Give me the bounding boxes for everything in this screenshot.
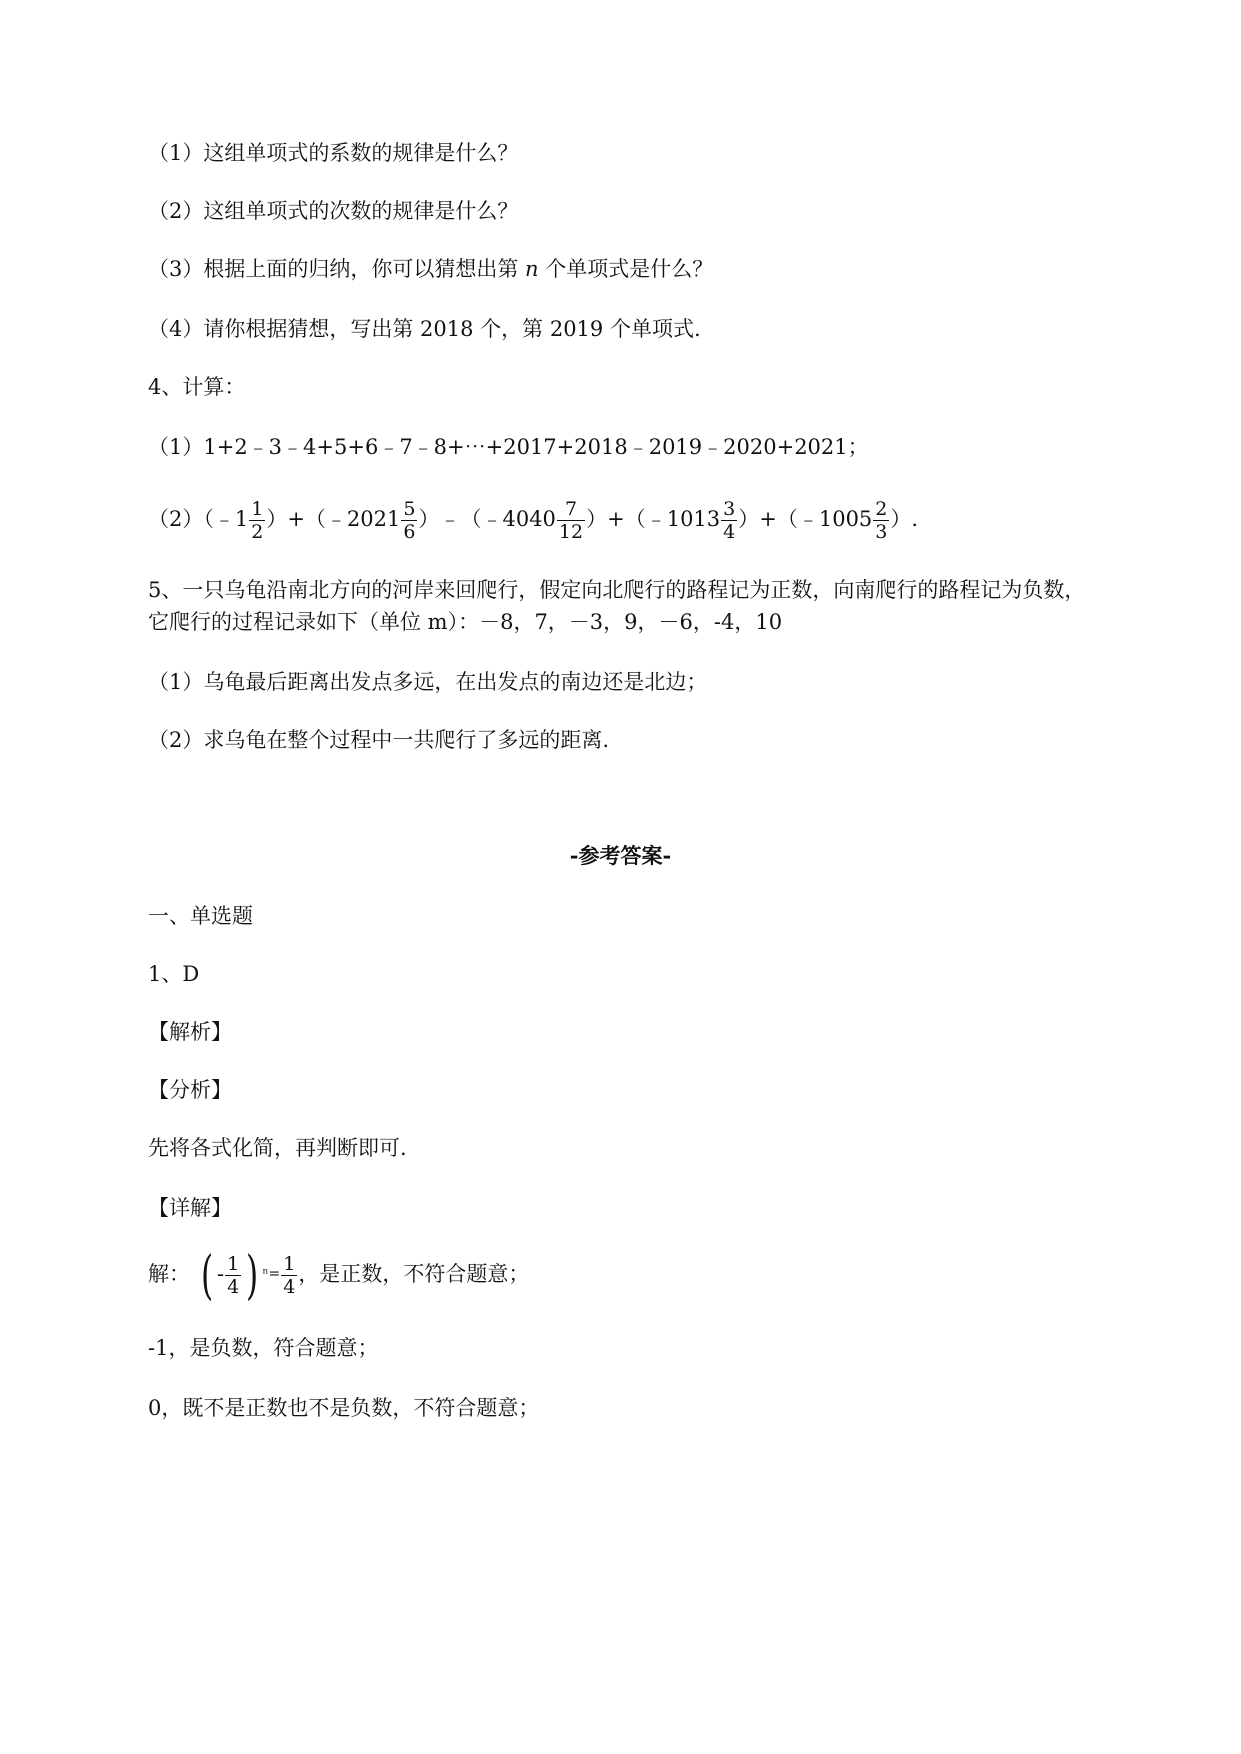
fenxi-label: 【分析】 <box>148 1078 232 1102</box>
frac-den: 4 <box>227 1276 240 1298</box>
q3-sub4: （4）请你根据猜想，写出第 2018 个，第 2019 个单项式. <box>148 317 701 341</box>
fraction <box>249 498 265 543</box>
frac-num: 2 <box>875 498 888 520</box>
q3-sub2: （2）这组单项式的次数的规律是什么？ <box>148 199 519 223</box>
xiangjie-label: 【详解】 <box>148 1196 232 1220</box>
q3-sub3-pre: （3）根据上面的归纳，你可以猜想出第 <box>148 257 526 281</box>
fraction <box>557 498 585 543</box>
q3-sub3-post: 个单项式是什么？ <box>538 257 714 281</box>
q5-line2: 它爬行的过程记录如下（单位 m）：－8，7，－3，9，－6，-4，10 <box>148 610 783 634</box>
q5-sub2: （2）求乌龟在整个过程中一共爬行了多远的距离. <box>148 728 610 752</box>
q4-sub2-t1: （2）（﹣1 <box>148 507 249 531</box>
answer-item-1: 1、D <box>148 962 200 986</box>
right-paren: ) <box>246 1245 259 1306</box>
frac-num: 1 <box>227 1253 240 1275</box>
fenxi-text: 先将各式化简，再判断即可. <box>148 1136 407 1160</box>
q3-sub3-var: n <box>525 257 539 281</box>
frac-den: 6 <box>403 521 416 543</box>
frac-den: 2 <box>251 521 264 543</box>
section-heading: 一、单选题 <box>148 904 253 928</box>
minus-sign: - <box>216 1262 225 1286</box>
q5-line1: 5、一只乌龟沿南北方向的河岸来回爬行，假定向北爬行的路程记为正数，向南爬行的路程记为负数， <box>148 578 1086 602</box>
frac-den: 12 <box>558 521 584 543</box>
frac-den: 3 <box>875 521 888 543</box>
q4-sub2-t5: ）+（﹣1005 <box>738 507 873 531</box>
fraction <box>721 498 737 543</box>
left-paren: ( <box>200 1245 213 1306</box>
q4-sub2-t4: ）+（﹣1013 <box>586 507 721 531</box>
q4-sub2-t3: ）﹣（﹣4040 <box>418 507 556 531</box>
q4-sub2-t2: ）+（﹣2021 <box>266 507 401 531</box>
frac-num: 1 <box>251 498 264 520</box>
line-zero: 0，既不是正数也不是负数，不符合题意； <box>148 1396 540 1420</box>
solution-line <box>148 1245 530 1306</box>
analysis-label: 【解析】 <box>148 1020 232 1044</box>
frac-den: 4 <box>283 1276 296 1298</box>
q3-sub3 <box>148 254 713 284</box>
fraction <box>281 1253 297 1298</box>
frac-num: 1 <box>283 1253 296 1275</box>
frac-den: 4 <box>723 521 736 543</box>
q4-title: 4、计算： <box>148 375 246 399</box>
jie-suffix: ，是正数，不符合题意； <box>298 1262 530 1286</box>
operator: ⁿ= <box>262 1266 281 1282</box>
jie-prefix: 解： <box>148 1262 190 1286</box>
q5-sub1: （1）乌龟最后距离出发点多远，在出发点的南边还是北边； <box>148 670 708 694</box>
fraction <box>225 1253 241 1298</box>
frac-num: 7 <box>557 498 585 521</box>
q3-sub1: （1）这组单项式的系数的规律是什么？ <box>148 141 519 165</box>
frac-num: 3 <box>723 498 736 520</box>
answers-title: -参考答案- <box>569 843 672 868</box>
q4-sub2-t6: ）. <box>890 507 919 531</box>
fraction <box>873 498 889 543</box>
q4-sub1: （1）1+2﹣3﹣4+5+6﹣7﹣8+⋯+2017+2018﹣2019﹣2020+2021； <box>148 435 869 459</box>
line-neg1: -1，是负数，符合题意； <box>148 1336 379 1360</box>
fraction <box>401 498 417 543</box>
frac-num: 5 <box>403 498 416 520</box>
q4-sub2 <box>148 497 918 543</box>
